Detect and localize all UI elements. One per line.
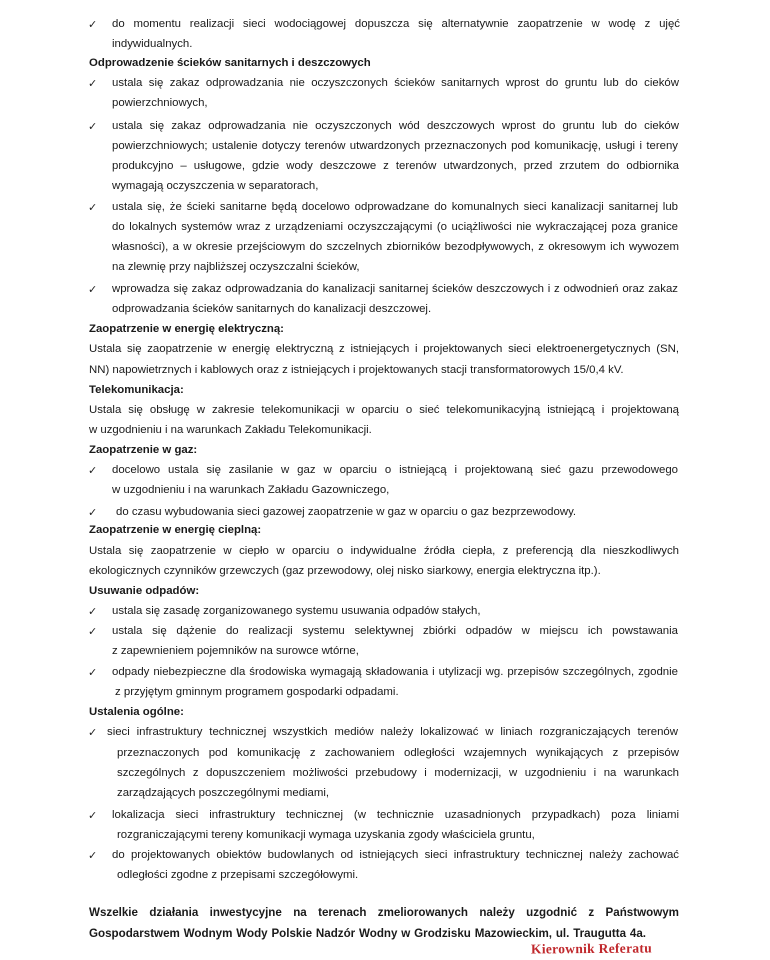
section-heading: Telekomunikacja: — [89, 384, 184, 396]
checkmark-icon: ✓ — [88, 506, 98, 519]
checkmark-icon: ✓ — [88, 201, 98, 214]
checkmark-icon: ✓ — [88, 464, 98, 477]
checkmark-icon: ✓ — [88, 605, 98, 618]
text-line: na zlewnię przy najbliższej oczyszczalni ścieków, — [112, 261, 360, 273]
text-line: ekologicznych czynników grzewczych (gaz przewodowy, olej nisko siarkowy, energia elektryczna itp.). — [89, 565, 601, 577]
section-heading: Odprowadzenie ścieków sanitarnych i deszczowych — [89, 57, 371, 69]
text-line: lokalizacja sieci infrastruktury technicznej (w technicznie uzasadnionych przypadkach) poza liniami — [112, 809, 679, 821]
text-line: z zapewnieniem pojemników na surowce wtórne, — [112, 645, 359, 657]
checkmark-icon: ✓ — [88, 18, 98, 31]
text-line: indywidualnych. — [112, 38, 193, 50]
checkmark-icon: ✓ — [88, 809, 98, 822]
text-line: do projektowanych obiektów budowlanych od istniejących sieci infrastruktury technicznej należy zachować — [112, 849, 679, 861]
checkmark-icon: ✓ — [88, 283, 98, 296]
text-line: wymagają oczyszczenia w separatorach, — [112, 180, 319, 192]
text-line: ustala się zakaz odprowadzania nie oczyszczonych wód deszczowych wprost do gruntu lub do cieków — [112, 120, 679, 132]
text-line: rozgraniczającymi tereny komunikacji wymaga uzyskania zgody właściciela gruntu, — [117, 829, 535, 841]
footer-line-2: Gospodarstwem Wodnym Wody Polskie Nadzór Wodny w Grodzisku Mazowieckim, ul. Traugutta 4a. — [89, 927, 646, 940]
section-heading: Zaopatrzenie w energię elektryczną: — [89, 323, 284, 335]
checkmark-icon: ✓ — [88, 625, 98, 638]
text-line: Ustala się zaopatrzenie w energię elektryczną z istniejących i projektowanych sieci elektroenergetycznych (SN, — [89, 343, 679, 355]
checkmark-icon: ✓ — [88, 77, 98, 90]
text-line: ustala się zakaz odprowadzania nie oczyszczonych ścieków sanitarnych wprost do gruntu lub do cieków — [112, 77, 679, 89]
text-line: powierzchniowych; ustalenie dotyczy terenów utwardzonych przeznaczonych pod komunikację, usługi i tereny — [112, 140, 678, 152]
text-line: powierzchniowych, — [112, 97, 208, 109]
text-line: odpady niebezpieczne dla środowiska wymagają składowania i utylizacji wg. przepisów szczególnych, zgodnie — [112, 666, 678, 678]
text-line: do momentu realizacji sieci wodociągowej dopuszcza się alternatywnie zaopatrzenie w wodę z ujęć — [112, 18, 680, 30]
section-heading: Zaopatrzenie w energię cieplną: — [89, 524, 262, 536]
text-line: sieci infrastruktury technicznej wszystkich mediów należy lokalizować w liniach rozgraniczających terenów — [107, 726, 678, 738]
text-line: do czasu wybudowania sieci gazowej zaopatrzenie w gaz w oparciu o gaz bezprzewodowy. — [116, 506, 577, 518]
text-line: z przyjętym gminnym programem gospodarki odpadami. — [115, 686, 399, 698]
text-line: do lokalnych systemów wraz z urządzeniami oczyszczającymi (o uciążliwości nie wykraczającej poza granice — [112, 221, 678, 233]
checkmark-icon: ✓ — [88, 666, 98, 679]
footer-line-1: Wszelkie działania inwestycyjne na terenach zmeliorowanych należy uzgodnić z Państwowym — [89, 906, 679, 919]
text-line: odległości zgodne z przepisami szczegółowymi. — [117, 869, 359, 881]
text-line: docelowo ustala się zasilanie w gaz w oparciu o istniejącą i projektowaną sieć gazu przewodowego — [112, 464, 678, 476]
text-line: Ustala się obsługę w zakresie telekomunikacji w oparciu o sieć telekomunikacyjną istniejącą i projektowaną — [89, 404, 679, 416]
text-line: własności), a w okresie przejściowym do szczelnych zbiorników bezodpływowych, z okresowym ich wywozem — [112, 241, 679, 253]
text-line: ustala się dążenie do realizacji systemu selektywnej zbiórki odpadów w miejscu ich powstawania — [112, 625, 678, 637]
text-line: w uzgodnieniu i na warunkach Zakładu Gazowniczego, — [112, 484, 390, 496]
text-line: zarządzających poszczególnymi mediami, — [117, 787, 330, 799]
checkmark-icon: ✓ — [88, 726, 98, 739]
signature-stamp: Kierownik Referatu — [530, 940, 653, 957]
text-line: szczególnych z dopuszczeniem możliwości przebudowy i modernizacji, w uzgodnieniu i na warunkach — [117, 767, 679, 779]
text-line: ustala się, że ścieki sanitarne będą docelowo odprowadzane do komunalnych sieci kanalizacji sanitarnej lub — [112, 201, 678, 213]
section-heading: Zaopatrzenie w gaz: — [89, 444, 198, 456]
text-line: produkcyjno – usługowe, gdzie wody deszczowe z terenów utwardzonych, przed zrzutem do odbiornika — [112, 160, 679, 172]
text-line: w uzgodnieniu i na warunkach Zakładu Telekomunikacji. — [89, 424, 372, 436]
text-line: Ustala się zaopatrzenie w ciepło w oparciu o indywidualne źródła ciepła, z preferencją dla nieszkodliwych — [89, 545, 679, 557]
text-line: wprowadza się zakaz odprowadzania do kanalizacji sanitarnej ścieków deszczowych i z odwodnień oraz zakaz — [112, 283, 678, 295]
text-line: ustala się zasadę zorganizowanego systemu usuwania odpadów stałych, — [112, 605, 481, 617]
section-heading: Ustalenia ogólne: — [89, 706, 184, 718]
section-heading: Usuwanie odpadów: — [89, 585, 200, 597]
text-line: NN) napowietrznych i kablowych oraz z istniejących i projektowanych stacji transformatorowych 15/0,4 kV. — [89, 364, 624, 376]
checkmark-icon: ✓ — [88, 849, 98, 862]
text-line: przeznaczonych pod komunikację z zachowaniem odległości wzajemnych wynikających z przepisów — [117, 747, 679, 759]
checkmark-icon: ✓ — [88, 120, 98, 133]
text-line: odprowadzania ścieków sanitarnych do kanalizacji deszczowej. — [112, 303, 432, 315]
